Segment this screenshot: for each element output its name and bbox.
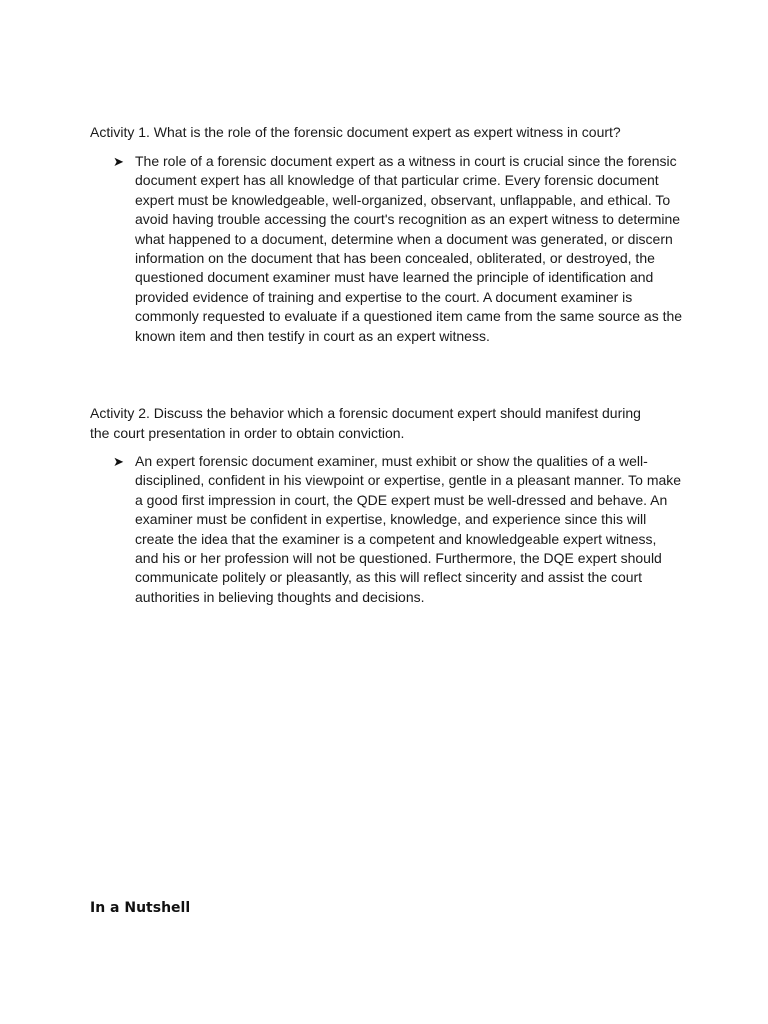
activity-2-question: Activity 2. Discuss the behavior which a forensic document expert should manifest during the court presentation in order to obtain conviction. [90, 405, 641, 441]
section-heading-in-a-nutshell: In a Nutshell [90, 900, 191, 916]
activity-1-answer: The role of a forensic document expert as a witness in court is crucial since the forensic document expert has all knowledge of that particular crime. Every forensic document expert must be knowledgeable, well-organized, observant, unflappable, and ethical. To avoid having trouble accessing the court's recognition as an expert witness to determine what happened to a document, determine when a document was generated, or discern information on the document that has been concealed, obliterated, or destroyed, the questioned document examiner must have learned the principle of identification and provided evidence of training and expertise to the court. A document examiner is commonly requested to evaluate if a questioned item came from the same source as the known item and then testify in court as an expert witness. [135, 153, 683, 344]
arrowhead-bullet-icon: ➤ [113, 154, 124, 169]
arrowhead-bullet-icon: ➤ [113, 454, 124, 469]
activity-1-question: Activity 1. What is the role of the forensic document expert as expert witness in court? [90, 124, 621, 140]
activity-2-answer: An expert forensic document examiner, must exhibit or show the qualities of a well-disciplined, confident in his viewpoint or expertise, gentle in a pleasant manner. To make a good first impression in court, the QDE expert must be well-dressed and behave. An examiner must be confident in expertise, knowledge, and experience since this will create the idea that the examiner is a competent and knowledgeable expert witness, and his or her profession will not be questioned. Furthermore, the DQE expert should communicate politely or pleasantly, as this will reflect sincerity and assist the court authorities in believing thoughts and decisions. [135, 453, 682, 605]
